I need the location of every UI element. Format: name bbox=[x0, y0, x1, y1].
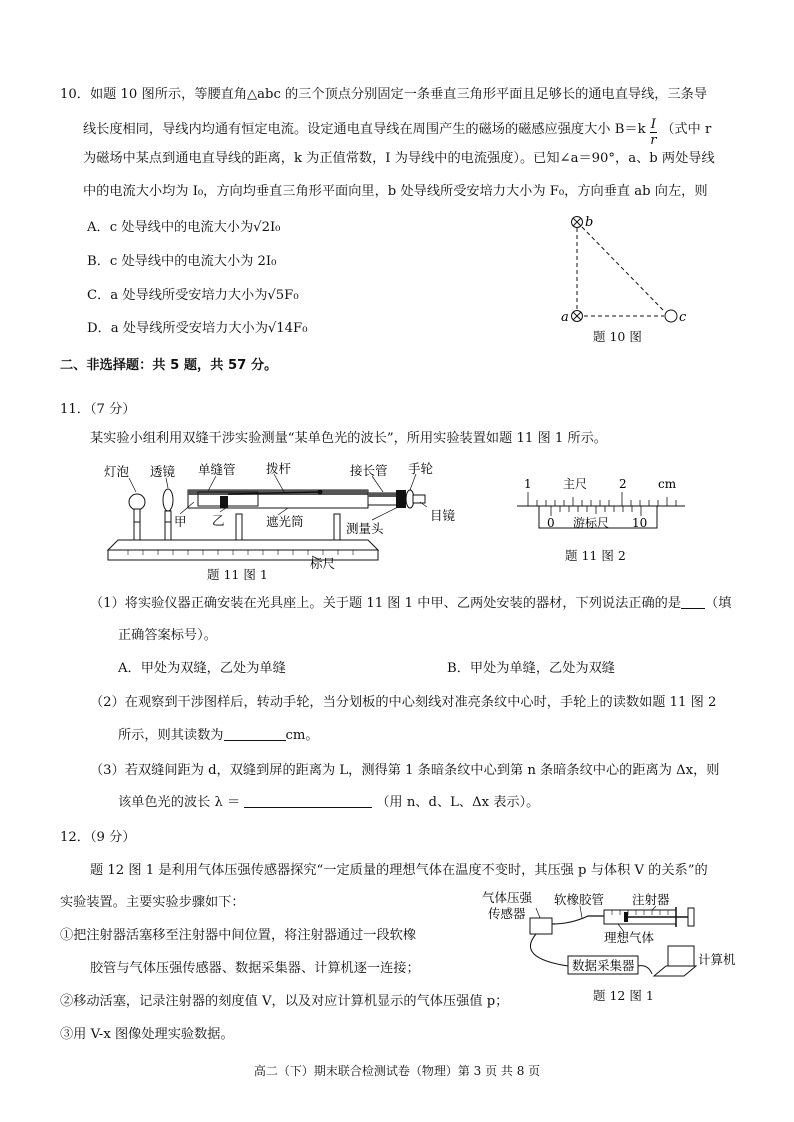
q12-intro-line1: 题 12 图 1 是利用气体压强传感器探究“一定质量的理想气体在温度不变时，其压强 p 与体积 V 的关系”的 bbox=[90, 863, 708, 878]
lamp-stand bbox=[134, 522, 140, 540]
q11-p1-line2: 正确答案标号）。 bbox=[118, 628, 217, 643]
q11-p3-tail: （用 n、d、L、Δx 表示）。 bbox=[376, 795, 540, 810]
label-lens: 透镜 bbox=[150, 464, 176, 479]
tube-stand-2 bbox=[334, 514, 340, 540]
wire-b-into-page-icon bbox=[572, 217, 583, 228]
q12-header: 12．（9 分） bbox=[60, 830, 136, 845]
q12-intro-line2: 实验装置。主要实验步骤如下： bbox=[60, 895, 245, 910]
label-single-slit-tube: 单缝管 bbox=[198, 462, 236, 477]
q12-step3: ③用 V-x 图像处理实验数据。 bbox=[60, 1027, 234, 1042]
q11-p3-answer-blank[interactable] bbox=[244, 794, 372, 808]
main-scale-title: 主尺 bbox=[563, 477, 588, 491]
q10-line2-tail: （式中 r bbox=[661, 122, 712, 137]
wire-c-icon bbox=[665, 310, 677, 322]
pressure-sensor-box bbox=[530, 918, 552, 934]
rubber-tube bbox=[552, 916, 604, 924]
q10-line1: 10．如题 10 图所示，等腰直角△abc 的三个顶点分别固定一条垂直三角形平面且足够长的通电直导线，三条导 bbox=[60, 87, 708, 102]
main-scale-unit: cm bbox=[658, 477, 677, 491]
q11-fig2-vernier bbox=[515, 474, 695, 544]
q11-header: 11．（7 分） bbox=[60, 402, 136, 417]
q11-p2-text: 所示，则其读数为 bbox=[118, 728, 224, 743]
q12-step1-line2: 胶管与气体压强传感器、数据采集器、计算机逐一连接； bbox=[90, 961, 420, 976]
fraction-numerator: I bbox=[650, 117, 656, 132]
q11-p2-line2 bbox=[118, 727, 319, 745]
measuring-head bbox=[396, 490, 406, 508]
q10-figure-caption: 题 10 图 bbox=[593, 329, 642, 344]
label-hand-wheel: 手轮 bbox=[408, 462, 434, 476]
fraction-denominator: r bbox=[650, 133, 657, 148]
q11-p1-text: （1）将实验仪器正确安装在光具座上。关于题 11 图 1 中甲、乙两处安装的器材，下列说法正确的是 bbox=[90, 596, 682, 611]
q10-line4: 中的电流大小均为 I₀，方向均垂直三角形平面向里，b 处导线所受安培力大小为 F₀，方向垂直 ab 向左，则 bbox=[83, 184, 708, 199]
q11-p2-unit: cm。 bbox=[285, 728, 319, 743]
q12-step2: ②移动活塞，记录注射器的刻度值 V，以及对应计算机显示的气体压强值 p； bbox=[60, 994, 509, 1009]
collector-cable bbox=[638, 966, 652, 974]
lens-stand bbox=[165, 522, 171, 540]
lens-icon bbox=[163, 489, 173, 511]
label-b: b bbox=[585, 215, 594, 230]
q11-fig2-caption: 题 11 图 2 bbox=[565, 548, 626, 563]
label-sensor-2: 传感器 bbox=[488, 906, 526, 921]
section-title: 二、非选择题：共 5 题，共 57 分。 bbox=[60, 358, 278, 373]
label-gas: 理想气体 bbox=[604, 930, 655, 945]
label-eyepiece: 目镜 bbox=[430, 508, 456, 523]
q11-fig1-apparatus bbox=[98, 462, 488, 570]
vernier-title: 游标尺 bbox=[573, 516, 610, 530]
sensor-cable bbox=[530, 934, 568, 966]
label-tube: 软橡胶管 bbox=[554, 892, 605, 907]
q11-p1-tail: （填 bbox=[705, 596, 732, 611]
computer-screen-icon bbox=[668, 946, 694, 966]
label-measuring-head: 测量头 bbox=[346, 521, 384, 536]
main-scale-1: 1 bbox=[524, 477, 532, 491]
main-scale-2: 2 bbox=[619, 477, 627, 491]
q11-p2-line1: （2）在观察到干涉图样后，转动手轮，当分划板的中心刻线对准亮条纹中心时，手轮上的读数如题 11 图 2 bbox=[90, 695, 717, 710]
q11-p3-line1: （3）若双缝间距为 d，双缝到屏的距离为 L，测得第 1 条暗条纹中心到第 n 条暗条纹中心的距离为 Δx，则 bbox=[90, 763, 720, 778]
q11-p2-answer-blank[interactable] bbox=[224, 727, 286, 741]
label-sensor-1: 气体压强 bbox=[482, 890, 533, 905]
label-lever: 拨杆 bbox=[266, 462, 292, 476]
slit-holder bbox=[220, 496, 228, 508]
label-syringe: 注射器 bbox=[632, 892, 670, 907]
q11-fig1-caption: 题 11 图 1 bbox=[207, 567, 268, 582]
label-shield-tube: 遮光筒 bbox=[266, 514, 304, 529]
q10-figure bbox=[555, 210, 695, 345]
wire-a-into-page-icon bbox=[572, 311, 583, 322]
rail-scale bbox=[108, 550, 378, 560]
label-collector: 数据采集器 bbox=[572, 958, 635, 973]
syringe-piston bbox=[624, 912, 628, 922]
q11-p3-text: 该单色光的波长 λ ＝ bbox=[118, 795, 241, 810]
label-c: c bbox=[679, 310, 687, 325]
q11-p3-line2 bbox=[118, 794, 539, 812]
q10-line2-text: 线长度相同，导线内均通有恒定电流。设定通电直导线在周围产生的磁场的磁感应强度大小 B＝k bbox=[83, 122, 646, 137]
lever-knob bbox=[318, 490, 323, 495]
q12-step1-line1: ①把注射器活塞移至注射器中间位置，将注射器通过一段软橡 bbox=[60, 928, 417, 943]
q10-line2 bbox=[83, 117, 711, 148]
q10-fraction bbox=[650, 117, 657, 148]
vernier-10: 10 bbox=[632, 516, 648, 530]
q10-option-b: B．c 处导线中的电流大小为 2I₀ bbox=[87, 254, 277, 269]
side-bc bbox=[582, 227, 664, 311]
q12-figure-caption: 题 12 图 1 bbox=[593, 988, 654, 1003]
page-footer: 高二（下）期末联合检测试卷（物理）第 3 页 共 8 页 bbox=[253, 1064, 541, 1078]
q10-option-d: D．a 处导线所受安培力大小为√14F₀ bbox=[87, 321, 308, 336]
q11-intro: 某实验小组利用双缝干涉实验测量“某单色光的波长”，所用实验装置如题 11 图 1 所示。 bbox=[90, 431, 607, 446]
q10-line3: 为磁场中某点到通电直导线的距离，k 为正值常数，I 为导线中的电流强度）。已知∠a＝90°，a、b 两处导线 bbox=[83, 151, 715, 166]
eyepiece bbox=[413, 495, 425, 503]
q10-option-a: A．c 处导线中的电流大小为√2I₀ bbox=[87, 220, 281, 235]
rail-top bbox=[108, 540, 378, 550]
label-a: a bbox=[561, 310, 569, 325]
main-scale-ticks bbox=[528, 492, 676, 506]
vernier-ticks bbox=[551, 506, 641, 516]
label-computer: 计算机 bbox=[698, 952, 736, 967]
syringe-handle bbox=[688, 908, 694, 926]
label-yi: 乙 bbox=[212, 513, 225, 528]
q11-p1-line1 bbox=[90, 595, 731, 613]
label-extension-tube: 接长管 bbox=[350, 463, 388, 478]
label-scale: 标尺 bbox=[310, 556, 336, 570]
tube-stand-1 bbox=[236, 514, 242, 540]
vernier-0: 0 bbox=[547, 516, 555, 530]
label-jia: 甲 bbox=[174, 514, 187, 529]
q10-option-c: C．a 处导线所受安培力大小为√5F₀ bbox=[87, 288, 299, 303]
computer-keyboard bbox=[654, 966, 696, 976]
q11-option-a: A．甲处为双缝，乙处为单缝 bbox=[118, 661, 286, 676]
label-bulb: 灯泡 bbox=[104, 464, 130, 479]
bulb-icon bbox=[129, 494, 145, 510]
q11-option-b: B．甲处为单缝，乙处为双缝 bbox=[447, 661, 615, 676]
q12-figure bbox=[476, 888, 746, 996]
q11-p1-answer-blank[interactable] bbox=[681, 595, 705, 609]
